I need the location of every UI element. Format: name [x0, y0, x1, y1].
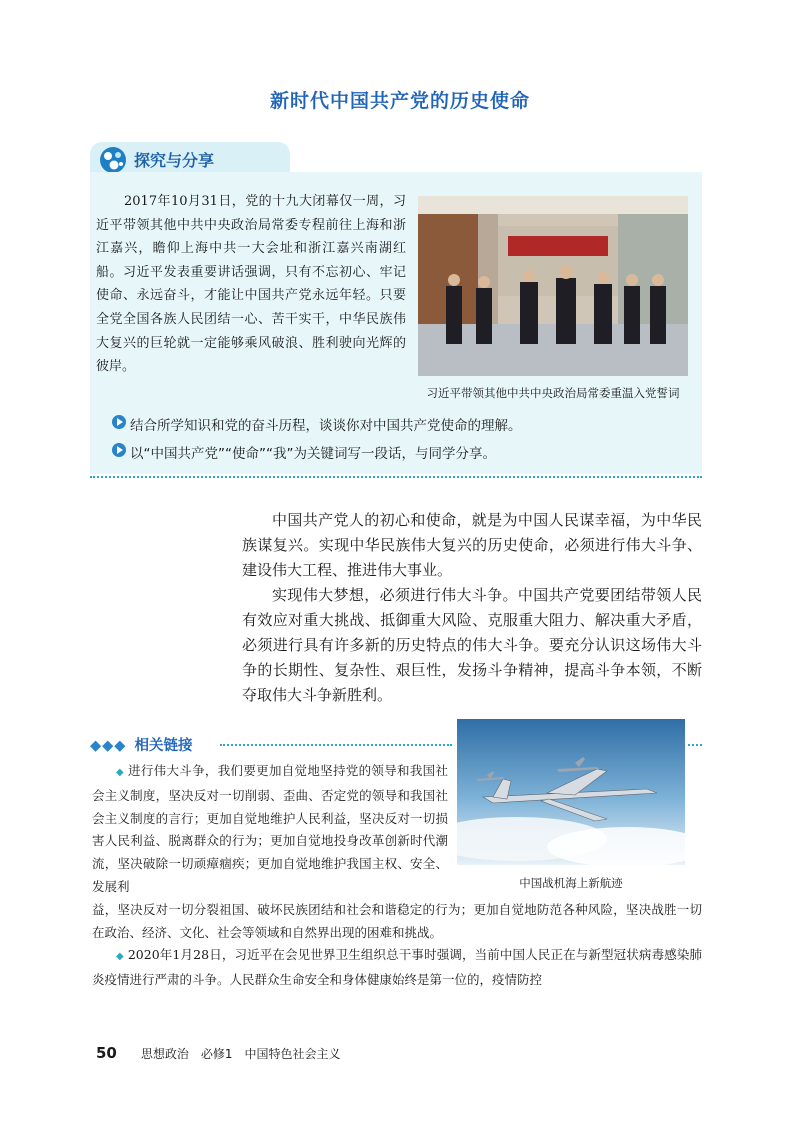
main-paragraph-1: 中国共产党人的初心和使命，就是为中国人民谋幸福，为中华民族谋复兴。实现中华民族伟大复兴的历史使命，必须进行伟大斗争、建设伟大工程、推进伟大事业。 — [242, 511, 702, 579]
related-divider-right — [688, 744, 702, 746]
page-title: 新时代中国共产党的历史使命 — [269, 90, 530, 112]
related-paragraph-2 — [92, 944, 702, 992]
oath-photo-caption: 习近平带领其他中共中央政治局常委重温入党誓词 — [426, 386, 680, 400]
diamond-bullet-icon: ◆ — [116, 767, 125, 778]
diamond-bullet-icon: ◆ — [116, 951, 124, 963]
related-paragraph-1-wrapped-text: 进行伟大斗争，我们要更加自觉地坚持党的领导和我国社会主义制度，坚决反对一切削弱、歪曲、否定党的领导和我国社会主义制度的言行；更加自觉地维护人民利益，坚决反对一切损害人民利益、脱离群众的行为；更加自觉地投身改革创新时代潮流，坚决破除一切顽瘴痼疾；更加自觉地维护我国主权、安全、发展利 — [92, 763, 448, 894]
related-paragraph-1-rest: 益，坚决反对一切分裂祖国、破坏民族团结和社会和谐稳定的行为；更加自觉地防范各种风险，坚决战胜一切在政治、经济、文化、社会等领域和自然界出现的困难和挑战。 — [92, 901, 702, 940]
related-heading — [90, 734, 192, 755]
explore-divider — [90, 476, 702, 478]
arrow-bullet-icon — [112, 443, 126, 457]
oath-photo-image — [418, 196, 688, 376]
bomber-photo-caption: 中国战机海上新航迹 — [519, 876, 623, 890]
explore-question-2 — [130, 442, 496, 462]
main-paragraph-2: 实现伟大梦想，必须进行伟大斗争。中国共产党要团结带领人民有效应对重大挑战、抵御重大风险、克服重大阻力、解决重大矛盾，必须进行具有许多新的历史特点的伟大斗争。要充分认识这场伟大斗争的长期性、复杂性、艰巨性，发扬斗争精神，提高斗争本领，不断夺取伟大斗争新胜利。 — [242, 586, 702, 704]
related-heading-text: 相关链接 — [134, 738, 193, 754]
diamond-icons: ◆◆◆ — [90, 738, 127, 754]
page-footer — [96, 1044, 341, 1062]
oath-photo — [418, 196, 688, 376]
explore-paragraph: 2017年10月31日，党的十九大闭幕仅一周，习近平带领其他中共中央政治局常委专程前往上海和浙江嘉兴，瞻仰上海中共一大会址和浙江嘉兴南湖红船。习近平发表重要讲话强调，只有不忘初心、牢记使命、永远奋斗，才能让中国共产党永远年轻。只要全党全国各族人民团结一心、苦干实干，中华民族伟大复兴的巨轮就一定能够乘风破浪、胜利驶向光辉的彼岸。 — [96, 194, 406, 375]
explore-icon — [98, 145, 128, 175]
page-number: 50 — [96, 1044, 117, 1062]
related-text — [92, 760, 702, 992]
related-paragraph-2-text: 2020年1月28日，习近平在会见世界卫生组织总干事时强调，当前中国人民正在与新型冠状病毒感染肺炎疫情进行严肃的斗争。人民群众生命安全和身体健康始终是第一位的，疫情防控 — [92, 947, 702, 988]
explore-question-1 — [130, 414, 522, 434]
explore-tab — [90, 142, 290, 176]
related-divider — [220, 744, 452, 746]
book-title: 思想政治 必修1 中国特色社会主义 — [140, 1047, 341, 1061]
explore-question-2-text: 以“中国共产党”“使命”“我”为关键词写一段话，与同学分享。 — [130, 446, 496, 462]
explore-tab-title: 探究与分享 — [134, 151, 215, 170]
related-paragraph-1-wrapped — [92, 760, 448, 899]
arrow-bullet-icon — [112, 415, 126, 429]
explore-question-1-text: 结合所学知识和党的奋斗历程，谈谈你对中国共产党使命的理解。 — [130, 418, 522, 434]
main-text — [242, 508, 702, 708]
